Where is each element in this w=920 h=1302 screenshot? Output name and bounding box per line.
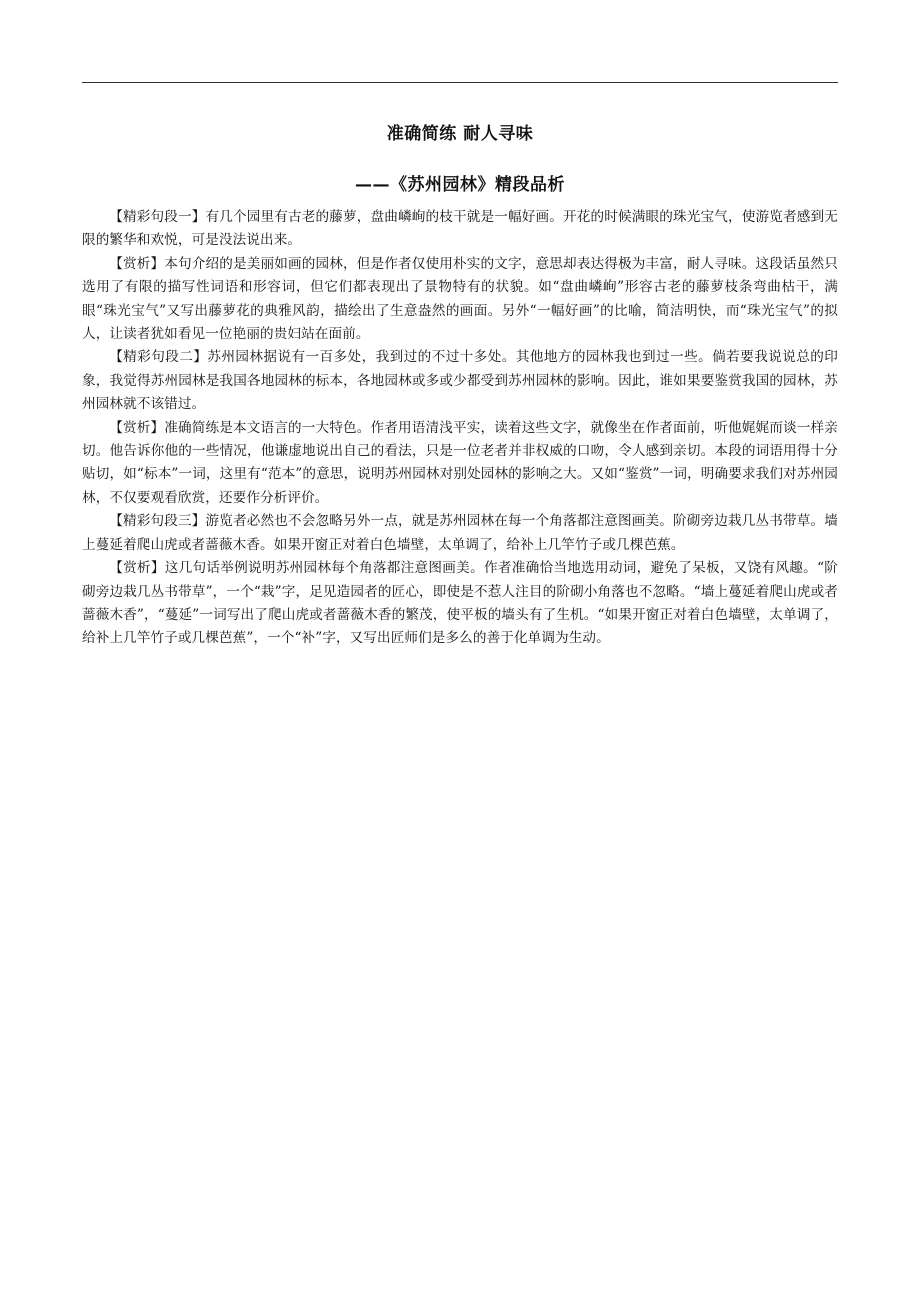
header-rule — [82, 82, 838, 83]
paragraph-analysis-3: 【赏析】这几句话举例说明苏州园林每个角落都注意图画美。作者准确恰当地选用动词，避免了呆板，又饶有风趣。“阶砌旁边栽几丛书带草”，一个“栽”字，足见造园者的匠心，即使是不惹人注目的阶砌小角落也不忽略。“墙上蔓延着爬山虎或者蔷薇木香”，“蔓延”一词写出了爬山虎或者蔷薇木香的繁茂，使平板的墙头有了生机。“如果开窗正对着白色墙壁，太单调了，给补上几竿竹子或几棵芭蕉”，一个“补”字，又写出匠师们是多么的善于化单调为生动。 — [82, 560, 838, 647]
paragraph-analysis-1: 【赏析】本句介绍的是美丽如画的园林，但是作者仅使用朴实的文字，意思却表达得极为丰富，耐人寻味。这段话虽然只选用了有限的描写性词语和形容词，但它们都表现出了景物特有的状貌。如“盘曲嶙峋”形容古老的藤萝枝条弯曲枯干，满眼“珠光宝气”又写出藤萝花的典雅风韵，描绘出了生意盎然的画面。另外“一幅好画”的比喻，简洁明快，而“珠光宝气”的拟人，让读者犹如看见一位艳丽的贵妇站在面前。 — [82, 255, 838, 343]
page-subtitle: ——《苏州园林》精段品析 — [355, 175, 565, 195]
page-title: 准确简练 耐人寻味 — [386, 124, 534, 144]
paragraph-excerpt-3: 【精彩句段三】游览者必然也不会忽略另外一点，就是苏州园林在每一个角落都注意图画美。阶砌旁边栽几丛书带草。墙上蔓延着爬山虎或者蔷薇木香。如果开窗正对着白色墙壁，太单调了，给补上几竿竹子或几棵芭蕉。 — [82, 513, 838, 553]
paragraph-excerpt-2: 【精彩句段二】苏州园林据说有一百多处，我到过的不过十多处。其他地方的园林我也到过一些。倘若要我说说总的印象，我觉得苏州园林是我国各地园林的标本，各地园林或多或少都受到苏州园林的影响。因此，谁如果要鉴赏我国的园林，苏州园林就不该错过。 — [82, 349, 838, 413]
paragraph-excerpt-1: 【精彩句段一】有几个园里有古老的藤萝，盘曲嶙峋的枝干就是一幅好画。开花的时候满眼的珠光宝气，使游览者感到无限的繁华和欢悦，可是没法说出来。 — [82, 209, 838, 249]
paragraph-analysis-2: 【赏析】准确简练是本文语言的一大特色。作者用语清浅平实，读着这些文字，就像坐在作者面前，听他娓娓而谈一样亲切。他告诉你他的一些情况，他谦虚地说出自己的看法，只是一位老者并非权威的口吻，令人感到亲切。本段的词语用得十分贴切，如“标本”一词，这里有“范本”的意思，说明苏州园林对别处园林的影响之大。又如“鉴赏”一词，明确要求我们对苏州园林，不仅要观看欣赏，还要作分析评价。 — [82, 419, 838, 506]
article-body — [82, 206, 838, 651]
